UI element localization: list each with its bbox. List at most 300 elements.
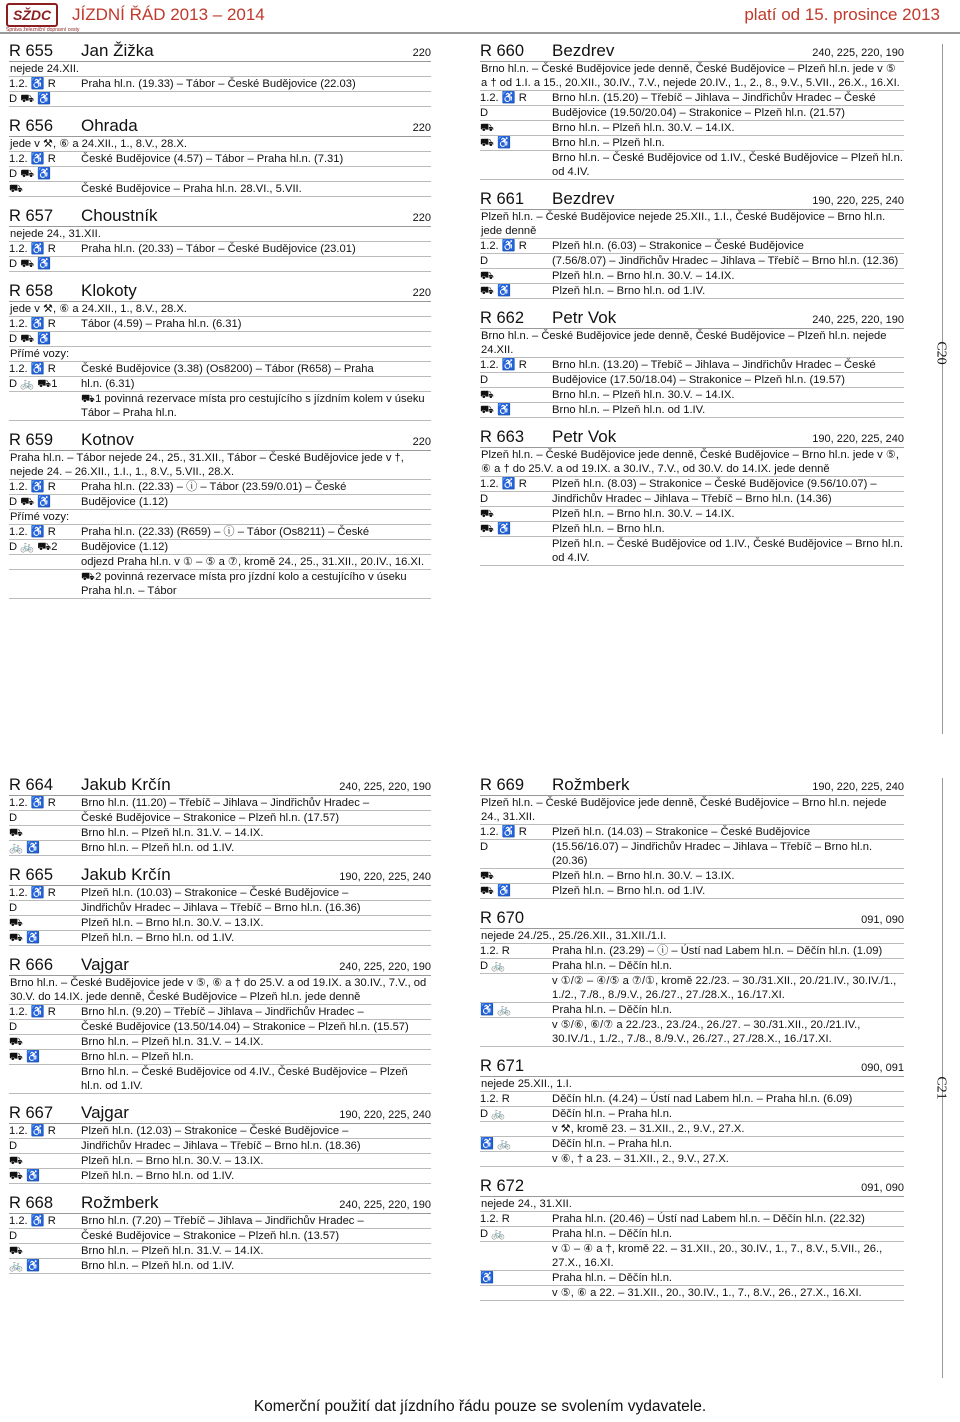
service-symbols: D ⛟ ♿ [9,496,52,508]
service-symbols: 1.2. ♿ R [9,363,56,375]
schedule-row [480,1018,904,1047]
schedule-text: České Budějovice (3.38) (Os8200) – Tábor (R658) – Praha [81,363,374,375]
schedule-text: Plzeň hl.n. – České Budějovice od 1.IV., České Budějovice – Brno hl.n. od 4.IV. [552,538,903,564]
service-symbols [480,1122,552,1136]
schedule-row [480,1122,904,1137]
service-symbols: D 🚲 [480,960,506,972]
schedule-text: Praha hl.n. (22.33) (R659) – ⓘ – Tábor (Os8211) – České [81,526,370,538]
service-symbols: 1.2. ♿ R [9,78,56,90]
route-header [9,1103,431,1124]
schedule-text: Brno hl.n. – Plzeň hl.n. od 1.IV. [81,1260,235,1272]
route-number: R 658 [9,282,54,300]
schedule-text: Brno hl.n. – Plzeň hl.n. od 1.IV. [552,404,706,416]
schedule-row [480,388,904,403]
schedule-text: Brno hl.n. (15.20) – Třebíč – Jihlava – Jindřichův Hradec – České [552,92,876,104]
schedule-row [480,1137,904,1152]
service-symbols: D [9,1230,18,1242]
schedule-row [480,1242,904,1271]
route-note: Přímé vozy: [9,347,431,362]
route-note: jede v ⚒, ⑥ a 24.XII., 1., 8.V., 28.X. [9,137,431,152]
route-number: R 665 [9,866,54,884]
schedule-text: Jindřichův Hradec – Jihlava – Třebíč – Brno hl.n. (14.36) [552,493,832,505]
schedule-row [480,492,904,507]
route-block [480,41,904,180]
schedule-text: Děčín hl.n. – Praha hl.n. [552,1108,673,1120]
route-number: R 668 [9,1194,54,1212]
service-symbols: D [480,107,489,119]
route-block [9,116,431,197]
service-symbols [480,1018,552,1046]
schedule-row [9,377,431,392]
side-divider [942,44,944,734]
service-symbols: D [9,812,18,824]
service-symbols: ⛟ [480,870,495,882]
schedule-text: Brno hl.n. – Plzeň hl.n. 31.V. – 14.IX. [81,1245,264,1257]
schedule-row [480,403,904,418]
route-block [9,281,431,421]
schedule-text: Tábor (4.59) – Praha hl.n. (6.31) [81,318,242,330]
line-numbers: 190, 220, 225, 240 [339,1109,431,1121]
schedule-row [480,151,904,180]
train-name: Kotnov [81,430,134,449]
service-symbols: ♿ 🚲 [480,1138,511,1150]
service-symbols [480,1286,552,1300]
route-note: Plzeň hl.n. – České Budějovice jede denně, České Budějovice – Brno hl.n. jede v ⑤, ⑥ a † do 25.V. a od 19.IX. a 30.IV., 7.V., od 30.V. do 14.IX. jede denně [480,448,904,477]
line-numbers: 091, 090 [861,1182,904,1194]
schedule-row [480,825,904,840]
route-number: R 667 [9,1104,54,1122]
route-number: R 663 [480,428,525,446]
service-symbols: ⛟ [9,917,24,929]
schedule-text: Praha hl.n. – Děčín hl.n. [552,960,673,972]
schedule-row [9,317,431,332]
route-note: Plzeň hl.n. – České Budějovice jede denně, České Budějovice – Brno hl.n. nejede 24., 31.XII. [480,796,904,825]
service-symbols: 1.2. ♿ R [480,359,527,371]
route-block [480,775,904,899]
train-name: Bezdrev [552,189,615,208]
service-symbols [9,570,81,598]
schedule-row [480,840,904,869]
route-header [9,430,431,451]
schedule-text: Plzeň hl.n. – Brno hl.n. [552,523,665,535]
service-symbols: ⛟ [9,827,24,839]
route-number: R 656 [9,117,54,135]
route-block [480,427,904,566]
line-numbers: 220 [412,122,431,134]
service-symbols: ⛟ [9,1155,24,1167]
route-header [480,189,904,210]
service-symbols: 1.2. ♿ R [9,1125,56,1137]
route-header [9,116,431,137]
service-symbols: ⛟ [480,122,495,134]
schedule-row [9,901,431,916]
schedule-row [9,1229,431,1244]
service-symbols: D 🚲 ⛟2 [9,541,58,553]
schedule-row [480,959,904,974]
schedule-row [480,1092,904,1107]
schedule-text: Plzeň hl.n. – Brno hl.n. 30.V. – 13.IX. [552,870,735,882]
route-number: R 669 [480,776,525,794]
service-symbols: 1.2. ♿ R [480,92,527,104]
schedule-row [9,525,431,540]
schedule-text: Plzeň hl.n. – Brno hl.n. od 1.IV. [552,285,706,297]
schedule-row [9,1259,431,1274]
service-symbols: 1.2. ♿ R [9,243,56,255]
schedule-row [480,537,904,566]
service-symbols: D ⛟ ♿ [9,333,52,345]
schedule-text: v ⑥, † a 23. – 31.XII., 2., 9.V., 27.X. [552,1153,729,1165]
schedule-row [480,373,904,388]
route-header [480,308,904,329]
schedule-text: Plzeň hl.n. (10.03) – Strakonice – České Budějovice – [81,887,349,899]
route-note: nejede 24., 31.XII. [480,1197,904,1212]
schedule-text: v ⑤/⑥, ⑥/⑦ a 22./23., 23./24., 26./27. – 30./31.XII., 20./21.IV., 30.IV./1., 1./2., 7./8., 8./9.V., 26./27., 27./28.X., 16./17.XI. [552,1019,861,1045]
service-symbols: 1.2. ♿ R [9,797,56,809]
schedule-row [9,1050,431,1065]
schedule-text: Plzeň hl.n. – Brno hl.n. 30.V. – 13.IX. [81,917,264,929]
schedule-row [480,358,904,373]
schedule-row [9,931,431,946]
route-note: Plzeň hl.n. – České Budějovice nejede 25.XII., 1.I., České Budějovice – Brno hl.n. jede denně [480,210,904,239]
service-symbols: D ⛟ ♿ [9,258,52,270]
route-number: R 672 [480,1177,525,1195]
schedule-row [480,136,904,151]
schedule-text: Brno hl.n. – Plzeň hl.n. 31.V. – 14.IX. [81,1036,264,1048]
route-note: nejede 25.XII., 1.I. [480,1077,904,1092]
line-numbers: 220 [412,287,431,299]
schedule-row [9,77,431,92]
route-note: Přímé vozy: [9,510,431,525]
route-note: jede v ⚒, ⑥ a 24.XII., 1., 8.V., 28.X. [9,302,431,317]
service-symbols: 1.2. ♿ R [480,478,527,490]
schedule-row [480,269,904,284]
schedule-text [81,257,431,271]
service-symbols: D ⛟ ♿ [9,168,52,180]
route-header [480,41,904,62]
schedule-row [9,480,431,495]
route-block [480,189,904,299]
route-header [9,775,431,796]
schedule-row [9,1005,431,1020]
route-number: R 670 [480,909,525,927]
service-symbols: 1.2. ♿ R [480,240,527,252]
schedule-text: Praha hl.n. (20.46) – Ústí nad Labem hl.n. – Děčín hl.n. (22.32) [552,1213,865,1225]
route-block [9,955,431,1094]
schedule-row [480,254,904,269]
route-header [9,865,431,886]
schedule-row [9,92,431,107]
service-symbols: ⛟ [9,1245,24,1257]
line-numbers: 220 [412,212,431,224]
service-symbols: ⛟ ♿ [9,932,41,944]
service-symbols: ⛟ [480,508,495,520]
schedule-text: Děčín hl.n. – Praha hl.n. [552,1138,673,1150]
service-symbols: 1.2. ♿ R [9,1006,56,1018]
route-number: R 666 [9,956,54,974]
service-symbols [9,1065,81,1093]
schedule-text: Brno hl.n. (11.20) – Třebíč – Jihlava – Jindřichův Hradec – [81,797,370,809]
service-symbols [9,392,81,420]
schedule-row [9,1154,431,1169]
schedule-row [9,811,431,826]
schedule-row [480,1003,904,1018]
schedule-text: odjezd Praha hl.n. v ① – ⑤ a ⑦, kromě 24., 25., 31.XII., 20.IV., 16.XI. [81,556,425,568]
line-numbers: 220 [412,47,431,59]
route-header [9,206,431,227]
route-block [480,1059,904,1167]
schedule-row [480,91,904,106]
route-header [9,955,431,976]
schedule-row [9,362,431,377]
schedule-row [480,869,904,884]
service-symbols [9,555,81,569]
service-symbols: ⛟ [480,270,495,282]
schedule-row [480,507,904,522]
schedule-row [480,1227,904,1242]
service-symbols: ⛟ [9,183,24,195]
schedule-text: Děčín hl.n. (4.24) – Ústí nad Labem hl.n. – Praha hl.n. (6.09) [552,1093,853,1105]
schedule-text: hl.n. (6.31) [81,378,135,390]
schedule-row [9,392,431,421]
service-symbols: 1.2. ♿ R [9,887,56,899]
schedule-text [81,167,431,181]
line-numbers: 190, 220, 225, 240 [812,433,904,445]
service-symbols: 1.2. ♿ R [480,826,527,838]
schedule-row [9,257,431,272]
service-symbols: D [480,374,489,386]
schedule-text: České Budějovice – Strakonice – Plzeň hl.n. (17.57) [81,812,340,824]
service-symbols: ♿ [480,1272,494,1284]
route-number: R 659 [9,431,54,449]
service-symbols: D [480,841,489,853]
service-symbols: ⛟ ♿ [9,1051,41,1063]
schedule-text: Budějovice (19.50/20.04) – Strakonice – Plzeň hl.n. (21.57) [552,107,845,119]
route-block [9,430,431,599]
route-note: Brno hl.n. – České Budějovice jede denně, České Budějovice – Plzeň hl.n. nejede 24.XII. [480,329,904,358]
route-block [9,775,431,856]
service-symbols [480,1242,552,1270]
schedule-text: Plzeň hl.n. – Brno hl.n. od 1.IV. [81,1170,235,1182]
service-symbols: 🚲 ♿ [9,1260,40,1272]
service-symbols: 1.2. R [480,1213,510,1225]
route-number: R 655 [9,42,54,60]
schedule-text: Plzeň hl.n. – Brno hl.n. od 1.IV. [81,932,235,944]
schedule-row [480,284,904,299]
service-symbols: D 🚲 [480,1228,506,1240]
schedule-text: České Budějovice – Praha hl.n. 28.VI., 5.VII. [81,183,302,195]
line-numbers: 220 [412,436,431,448]
service-symbols [480,974,552,1002]
schedule-row [9,886,431,901]
schedule-text: Plzeň hl.n. – Brno hl.n. od 1.IV. [552,885,706,897]
schedule-text: Brno hl.n. – Plzeň hl.n. 31.V. – 14.IX. [81,827,264,839]
service-symbols [480,151,552,179]
schedule-text: Praha hl.n. – Děčín hl.n. [552,1228,673,1240]
schedule-row [9,182,431,197]
service-symbols: ⛟ [480,389,495,401]
route-header [480,911,904,929]
schedule-row [9,916,431,931]
column-2 [480,41,904,578]
route-number: R 661 [480,190,525,208]
schedule-row [480,974,904,1003]
route-note: Brno hl.n. – České Budějovice jede v ⑤, ⑥ a † do 25.V. a od 19.IX. a 30.IV., 7.V., od 30.V. do 14.IX. jede denně, České Budějovice – Plzeň hl.n. jede denně [9,976,431,1005]
header-divider [0,32,960,34]
route-block [9,1193,431,1274]
schedule-row [9,570,431,599]
route-number: R 662 [480,309,525,327]
schedule-row [9,152,431,167]
service-symbols: D [9,902,18,914]
schedule-text: Plzeň hl.n. – Brno hl.n. 30.V. – 14.IX. [552,508,735,520]
schedule-text: Jindřichův Hradec – Jihlava – Třebíč – Brno hl.n. (18.36) [81,1140,361,1152]
schedule-text: v ⑤, ⑥ a 22. – 31.XII., 20., 30.IV., 1., 7., 8.V., 26., 27.X., 16.XI. [552,1287,862,1299]
schedule-text: Brno hl.n. – Plzeň hl.n. od 1.IV. [81,842,235,854]
service-symbols: 1.2. ♿ R [9,1215,56,1227]
schedule-text: Plzeň hl.n. – Brno hl.n. 30.V. – 13.IX. [81,1155,264,1167]
service-symbols: 1.2. R [480,945,510,957]
page-header [0,0,960,33]
line-numbers: 240, 225, 220, 190 [812,47,904,59]
schedule-text: Praha hl.n. (23.29) – ⓘ – Ústí nad Labem hl.n. – Děčín hl.n. (1.09) [552,945,883,957]
service-symbols: 1.2. R [480,1093,510,1105]
schedule-text: Plzeň hl.n. (8.03) – Strakonice – České Budějovice (9.56/10.07) – [552,478,877,490]
service-symbols: ⛟ ♿ [480,137,512,149]
schedule-row [480,239,904,254]
route-note: Praha hl.n. – Tábor nejede 24., 25., 31.XII., Tábor – České Budějovice jede v †, nejede 24. – 26.XII., 1.I., 1., 8.V., 5.VII., 28.X. [9,451,431,480]
route-block [9,41,431,107]
schedule-row [480,1286,904,1301]
schedule-row [9,495,431,510]
schedule-row [9,1065,431,1094]
schedule-row [9,540,431,555]
szdc-logo: SŽDC Správa železniční dopravní cesty [6,3,56,33]
schedule-row [480,106,904,121]
service-symbols: ⛟ ♿ [480,885,512,897]
schedule-row [9,1139,431,1154]
schedule-text [81,332,431,346]
schedule-row [9,332,431,347]
schedule-text: v ⚒, kromě 23. – 31.XII., 2., 9.V., 27.X. [552,1123,745,1135]
schedule-row [480,1107,904,1122]
route-header [9,281,431,302]
schedule-text: Brno hl.n. – Plzeň hl.n. [552,137,665,149]
schedule-text: Plzeň hl.n. (12.03) – Strakonice – České Budějovice – [81,1125,349,1137]
service-symbols: ⛟ [9,1036,24,1048]
schedule-row [9,167,431,182]
schedule-text: Praha hl.n. – Děčín hl.n. [552,1272,673,1284]
schedule-text: Praha hl.n. (19.33) – Tábor – České Budějovice (22.03) [81,78,356,90]
route-header [480,1179,904,1197]
footer-note: Komerční použití dat jízdního řádu pouze se svolením vydavatele. [253,1398,707,1415]
schedule-text: (7.56/8.07) – Jindřichův Hradec – Jihlava – Třebíč – Brno hl.n. (12.36) [552,255,899,267]
schedule-text: Brno hl.n. – České Budějovice od 4.IV., České Budějovice – Plzeň hl.n. od 1.IV. [81,1066,408,1092]
schedule-text: Praha hl.n. (22.33) – ⓘ – Tábor (23.59/0.01) – České [81,481,347,493]
service-symbols: D [9,1140,18,1152]
service-symbols: ♿ 🚲 [480,1004,511,1016]
schedule-text: v ① – ④ a †, kromě 22. – 31.XII., 20., 30.IV., 1., 7., 8.V., 5.VII., 26., 27.X., 16.XI. [552,1243,883,1269]
train-name: Vajgar [81,1103,129,1122]
schedule-row [9,1020,431,1035]
schedule-row [9,1214,431,1229]
line-numbers: 240, 225, 220, 190 [339,961,431,973]
line-numbers: 090, 091 [861,1062,904,1074]
service-symbols: D 🚲 [480,1108,506,1120]
route-note: Brno hl.n. – České Budějovice jede denně, České Budějovice – Plzeň hl.n. jede v ⑤ a † od 1.I. a 15., 20.XII., 30.IV., 7.V., nejede 20.IV., 1., 2., 8., 9.V., 5.VII., 26.X., 16.XI. [480,62,904,91]
column-1 [9,41,431,611]
line-numbers: 240, 225, 220, 190 [339,781,431,793]
route-number: R 664 [9,776,54,794]
schedule-text: (15.56/16.07) – Jindřichův Hradec – Jihlava – Třebíč – Brno hl.n. (20.36) [552,841,873,867]
train-name: Klokoty [81,281,137,300]
schedule-row [9,555,431,570]
route-block [480,308,904,418]
service-symbols: 🚲 ♿ [9,842,40,854]
route-header [9,1193,431,1214]
route-block [9,865,431,946]
schedule-row [480,477,904,492]
column-4 [480,775,904,1313]
schedule-text: Brno hl.n. – Plzeň hl.n. 30.V. – 14.IX. [552,122,735,134]
service-symbols: D ⛟ ♿ [9,93,52,105]
validity-date: platí od 15. prosince 2013 [744,5,940,24]
schedule-text: ⛟1 povinná rezervace místa pro cestujícího s jízdním kolem v úseku Tábor – Praha hl.n. [81,393,425,419]
service-symbols: 1.2. ♿ R [9,153,56,165]
train-name: Bezdrev [552,41,615,60]
service-symbols: D 🚲 ⛟1 [9,378,58,390]
service-symbols: D [480,255,489,267]
service-symbols: ⛟ ♿ [480,523,512,535]
schedule-row [9,1244,431,1259]
schedule-row [480,1212,904,1227]
route-number: R 657 [9,207,54,225]
service-symbols: ⛟ ♿ [480,404,512,416]
schedule-row [9,826,431,841]
train-name: Rožmberk [552,775,630,794]
train-name: Rožmberk [81,1193,159,1212]
service-symbols [480,1152,552,1166]
schedule-row [480,884,904,899]
schedule-text: Brno hl.n. (13.20) – Třebíč – Jihlava – Jindřichův Hradec – České [552,359,876,371]
route-header [480,1059,904,1077]
train-name: Jan Žižka [81,41,154,60]
schedule-text: Budějovice (1.12) [81,496,169,508]
schedule-row [480,121,904,136]
schedule-text: Plzeň hl.n. – Brno hl.n. 30.V. – 14.IX. [552,270,735,282]
schedule-text: Praha hl.n. – Děčín hl.n. [552,1004,673,1016]
schedule-row [9,1124,431,1139]
schedule-row [480,1152,904,1167]
schedule-row [9,1035,431,1050]
route-header [480,775,904,796]
side-label: C20 [933,341,949,365]
line-numbers: 091, 090 [861,914,904,926]
schedule-text: Brno hl.n. (9.20) – Třebíč – Jihlava – Jindřichův Hradec – [81,1006,364,1018]
schedule-text [81,92,431,106]
train-name: Vajgar [81,955,129,974]
schedule-text: Brno hl.n. – Plzeň hl.n. [81,1051,194,1063]
route-note: nejede 24.XII. [9,62,431,77]
train-name: Ohrada [81,116,138,135]
line-numbers: 240, 225, 220, 190 [812,314,904,326]
train-name: Petr Vok [552,308,617,327]
schedule-text: Budějovice (17.50/18.04) – Strakonice – Plzeň hl.n. (19.57) [552,374,845,386]
schedule-text: ⛟2 povinná rezervace místa pro jízdní kolo a cestujícího v úseku Praha hl.n. – Tábor [81,571,407,597]
service-symbols [480,537,552,565]
route-block [9,206,431,272]
schedule-row [9,796,431,811]
line-numbers: 190, 220, 225, 240 [812,781,904,793]
